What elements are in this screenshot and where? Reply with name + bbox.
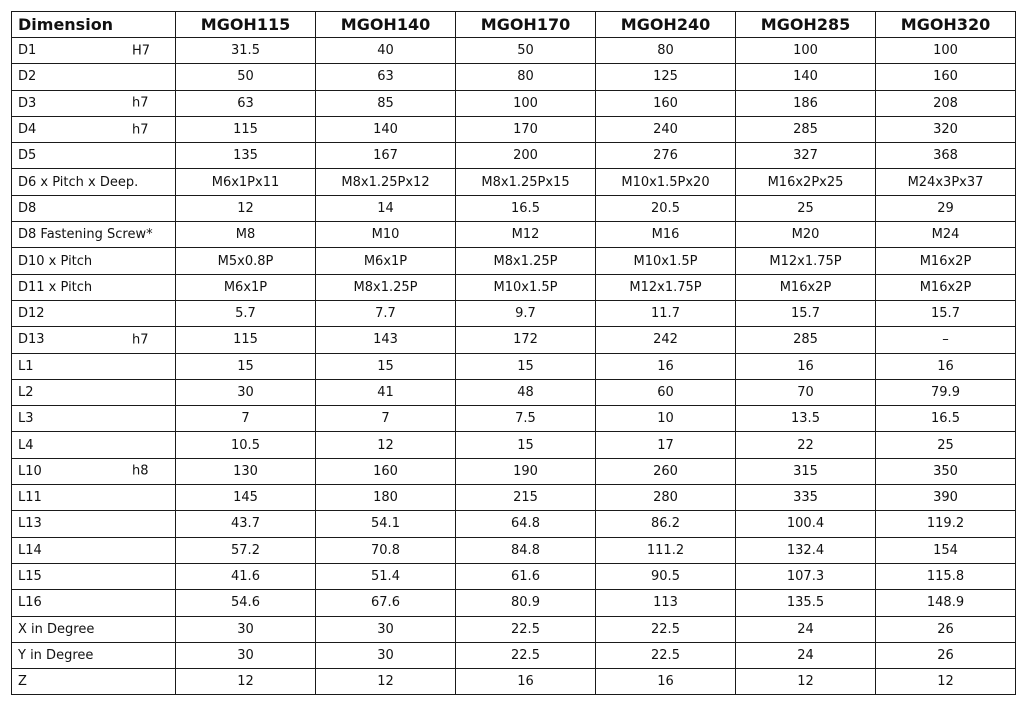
value-cell: – — [876, 327, 1016, 353]
dimension-cell — [12, 327, 176, 353]
dimension-cell — [12, 563, 176, 589]
value-cell: 24 — [736, 642, 876, 668]
table-row — [12, 64, 1016, 90]
dimension-cell — [12, 195, 176, 221]
tolerance-label: h7 — [132, 332, 149, 348]
value-cell: 12 — [736, 669, 876, 695]
value-cell: 172 — [456, 327, 596, 353]
value-cell: 22 — [736, 432, 876, 458]
value-cell: 327 — [736, 143, 876, 169]
value-cell: 15 — [456, 432, 596, 458]
value-cell: 31.5 — [176, 38, 316, 64]
table-body — [12, 38, 1016, 695]
value-cell: 25 — [736, 195, 876, 221]
dimension-cell — [12, 38, 176, 64]
dimension-label: D8 — [18, 200, 37, 216]
value-cell: M16 — [596, 222, 736, 248]
value-cell: 85 — [316, 90, 456, 116]
value-cell: 24 — [736, 616, 876, 642]
value-cell: 80.9 — [456, 590, 596, 616]
value-cell: 11.7 — [596, 300, 736, 326]
table-row — [12, 563, 1016, 589]
value-cell: 41 — [316, 379, 456, 405]
dimension-table-container — [11, 11, 1016, 695]
value-cell: 16 — [596, 353, 736, 379]
dimension-cell — [12, 379, 176, 405]
value-cell: 26 — [876, 616, 1016, 642]
column-header-model: MGOH285 — [736, 12, 876, 38]
value-cell: 84.8 — [456, 537, 596, 563]
dimension-cell — [12, 511, 176, 537]
value-cell: 7 — [176, 406, 316, 432]
value-cell: 16 — [456, 669, 596, 695]
value-cell: 135 — [176, 143, 316, 169]
value-cell: 16 — [736, 353, 876, 379]
value-cell: 14 — [316, 195, 456, 221]
value-cell: 100 — [876, 38, 1016, 64]
value-cell: M8x1.25P — [456, 248, 596, 274]
dimension-label: L13 — [18, 516, 42, 532]
value-cell: M10x1.5Px20 — [596, 169, 736, 195]
value-cell: 30 — [316, 642, 456, 668]
dimension-cell — [12, 274, 176, 300]
value-cell: 100 — [736, 38, 876, 64]
value-cell: 90.5 — [596, 563, 736, 589]
dimension-cell — [12, 669, 176, 695]
value-cell: 143 — [316, 327, 456, 353]
value-cell: 54.6 — [176, 590, 316, 616]
value-cell: 315 — [736, 458, 876, 484]
value-cell: 125 — [596, 64, 736, 90]
value-cell: M24x3Px37 — [876, 169, 1016, 195]
value-cell: 12 — [316, 669, 456, 695]
value-cell: M8x1.25Px15 — [456, 169, 596, 195]
value-cell: M10x1.5P — [596, 248, 736, 274]
value-cell: 368 — [876, 143, 1016, 169]
value-cell: 111.2 — [596, 537, 736, 563]
dimension-cell — [12, 116, 176, 142]
dimension-cell — [12, 537, 176, 563]
value-cell: 20.5 — [596, 195, 736, 221]
table-row — [12, 116, 1016, 142]
column-header-model: MGOH170 — [456, 12, 596, 38]
value-cell: 63 — [316, 64, 456, 90]
value-cell: 22.5 — [596, 616, 736, 642]
value-cell: M10x1.5P — [456, 274, 596, 300]
value-cell: M5x0.8P — [176, 248, 316, 274]
dimension-label: L2 — [18, 385, 34, 400]
value-cell: M8x1.25P — [316, 274, 456, 300]
dimension-cell — [12, 143, 176, 169]
dimension-cell — [12, 300, 176, 326]
value-cell: 113 — [596, 590, 736, 616]
dimension-label: D3 — [18, 95, 37, 111]
value-cell: 22.5 — [456, 642, 596, 668]
tolerance-label: h7 — [132, 95, 149, 111]
value-cell: 50 — [456, 38, 596, 64]
dimension-label: X in Degree — [18, 621, 95, 637]
value-cell: 320 — [876, 116, 1016, 142]
value-cell: 115 — [176, 116, 316, 142]
dimension-label: Y in Degree — [18, 647, 94, 663]
dimension-label: D4 — [18, 122, 37, 138]
dimension-label: D8 Fastening Screw* — [18, 227, 153, 243]
table-row — [12, 353, 1016, 379]
value-cell: 280 — [596, 485, 736, 511]
dimension-label: D12 — [18, 306, 45, 322]
value-cell: 15 — [176, 353, 316, 379]
value-cell: 167 — [316, 143, 456, 169]
value-cell: 15 — [456, 353, 596, 379]
value-cell: M12 — [456, 222, 596, 248]
value-cell: 15 — [316, 353, 456, 379]
value-cell: 9.7 — [456, 300, 596, 326]
table-row — [12, 222, 1016, 248]
table-row — [12, 458, 1016, 484]
dimension-cell — [12, 432, 176, 458]
table-row — [12, 432, 1016, 458]
dimension-label: D6 x Pitch x Deep. — [18, 174, 139, 190]
value-cell: 276 — [596, 143, 736, 169]
value-cell: 67.6 — [316, 590, 456, 616]
dimension-cell — [12, 485, 176, 511]
value-cell: M6x1P — [316, 248, 456, 274]
dimension-label: D2 — [18, 69, 37, 85]
value-cell: M16x2Px25 — [736, 169, 876, 195]
value-cell: 12 — [876, 669, 1016, 695]
value-cell: 61.6 — [456, 563, 596, 589]
value-cell: M12x1.75P — [596, 274, 736, 300]
value-cell: 7.5 — [456, 406, 596, 432]
value-cell: 29 — [876, 195, 1016, 221]
column-header-model: MGOH115 — [176, 12, 316, 38]
value-cell: 80 — [596, 38, 736, 64]
value-cell: 208 — [876, 90, 1016, 116]
dimension-label: Z — [18, 674, 27, 690]
value-cell: 154 — [876, 537, 1016, 563]
value-cell: 100 — [456, 90, 596, 116]
column-header-model: MGOH320 — [876, 12, 1016, 38]
value-cell: 115 — [176, 327, 316, 353]
value-cell: M8 — [176, 222, 316, 248]
table-row — [12, 669, 1016, 695]
value-cell: 7 — [316, 406, 456, 432]
value-cell: 148.9 — [876, 590, 1016, 616]
value-cell: 160 — [316, 458, 456, 484]
value-cell: 350 — [876, 458, 1016, 484]
dimension-label: L3 — [18, 411, 34, 427]
value-cell: M10 — [316, 222, 456, 248]
value-cell: 25 — [876, 432, 1016, 458]
value-cell: 17 — [596, 432, 736, 458]
table-row — [12, 300, 1016, 326]
value-cell: 190 — [456, 458, 596, 484]
table-row — [12, 248, 1016, 274]
value-cell: 140 — [316, 116, 456, 142]
value-cell: 12 — [316, 432, 456, 458]
table-row — [12, 642, 1016, 668]
value-cell: M8x1.25Px12 — [316, 169, 456, 195]
value-cell: 119.2 — [876, 511, 1016, 537]
dimension-label: L14 — [18, 542, 42, 558]
value-cell: 70 — [736, 379, 876, 405]
value-cell: 215 — [456, 485, 596, 511]
dimension-label: D13 — [18, 332, 45, 348]
value-cell: 285 — [736, 116, 876, 142]
dimension-cell — [12, 169, 176, 195]
value-cell: 260 — [596, 458, 736, 484]
column-header-model: MGOH140 — [316, 12, 456, 38]
value-cell: 30 — [176, 616, 316, 642]
value-cell: 30 — [176, 379, 316, 405]
value-cell: 335 — [736, 485, 876, 511]
value-cell: 5.7 — [176, 300, 316, 326]
value-cell: 80 — [456, 64, 596, 90]
value-cell: 145 — [176, 485, 316, 511]
dimension-label: D10 x Pitch — [18, 253, 93, 269]
table-row — [12, 379, 1016, 405]
table-row — [12, 274, 1016, 300]
tolerance-label: h8 — [132, 463, 149, 479]
value-cell: 54.1 — [316, 511, 456, 537]
value-cell: M16x2P — [876, 248, 1016, 274]
value-cell: 100.4 — [736, 511, 876, 537]
dimension-label: D5 — [18, 148, 37, 164]
value-cell: 40 — [316, 38, 456, 64]
dimension-label: L4 — [18, 437, 34, 453]
value-cell: 140 — [736, 64, 876, 90]
value-cell: 50 — [176, 64, 316, 90]
dimension-cell — [12, 90, 176, 116]
table-row — [12, 537, 1016, 563]
table-row — [12, 38, 1016, 64]
dimension-cell — [12, 616, 176, 642]
value-cell: 64.8 — [456, 511, 596, 537]
value-cell: 170 — [456, 116, 596, 142]
value-cell: 70.8 — [316, 537, 456, 563]
value-cell: 43.7 — [176, 511, 316, 537]
value-cell: 15.7 — [876, 300, 1016, 326]
value-cell: 390 — [876, 485, 1016, 511]
value-cell: M24 — [876, 222, 1016, 248]
value-cell: M6x1Px11 — [176, 169, 316, 195]
dimension-cell — [12, 458, 176, 484]
table-row — [12, 143, 1016, 169]
value-cell: 57.2 — [176, 537, 316, 563]
table-row — [12, 327, 1016, 353]
tolerance-label: h7 — [132, 122, 149, 138]
value-cell: 160 — [876, 64, 1016, 90]
value-cell: 30 — [316, 616, 456, 642]
value-cell: 26 — [876, 642, 1016, 668]
value-cell: 16.5 — [456, 195, 596, 221]
value-cell: M20 — [736, 222, 876, 248]
dimension-cell — [12, 406, 176, 432]
dimension-cell — [12, 590, 176, 616]
value-cell: 79.9 — [876, 379, 1016, 405]
value-cell: 285 — [736, 327, 876, 353]
value-cell: 7.7 — [316, 300, 456, 326]
value-cell: 51.4 — [316, 563, 456, 589]
column-header-dimension: Dimension — [12, 12, 176, 38]
dimension-label: L16 — [18, 595, 42, 611]
value-cell: M16x2P — [736, 274, 876, 300]
value-cell: 41.6 — [176, 563, 316, 589]
dimension-cell — [12, 353, 176, 379]
value-cell: 16.5 — [876, 406, 1016, 432]
table-row — [12, 485, 1016, 511]
value-cell: 15.7 — [736, 300, 876, 326]
value-cell: 107.3 — [736, 563, 876, 589]
value-cell: 10 — [596, 406, 736, 432]
dimension-cell — [12, 222, 176, 248]
value-cell: M6x1P — [176, 274, 316, 300]
table-row — [12, 511, 1016, 537]
dimension-label: L11 — [18, 490, 42, 506]
value-cell: 13.5 — [736, 406, 876, 432]
dimension-label: D11 x Pitch — [18, 279, 93, 295]
table-row — [12, 406, 1016, 432]
value-cell: 12 — [176, 669, 316, 695]
value-cell: 200 — [456, 143, 596, 169]
value-cell: 22.5 — [456, 616, 596, 642]
header-row — [12, 12, 1016, 38]
dimension-label: L15 — [18, 569, 42, 585]
column-header-model: MGOH240 — [596, 12, 736, 38]
table-row — [12, 195, 1016, 221]
value-cell: 63 — [176, 90, 316, 116]
dimension-table — [11, 11, 1016, 695]
value-cell: 115.8 — [876, 563, 1016, 589]
value-cell: 16 — [876, 353, 1016, 379]
dimension-label: L10 — [18, 463, 42, 479]
value-cell: 240 — [596, 116, 736, 142]
value-cell: 135.5 — [736, 590, 876, 616]
value-cell: 86.2 — [596, 511, 736, 537]
tolerance-label: H7 — [132, 43, 151, 59]
value-cell: 12 — [176, 195, 316, 221]
dimension-label: L1 — [18, 358, 34, 374]
value-cell: 130 — [176, 458, 316, 484]
value-cell: 30 — [176, 642, 316, 668]
value-cell: 180 — [316, 485, 456, 511]
value-cell: 242 — [596, 327, 736, 353]
dimension-cell — [12, 64, 176, 90]
value-cell: 60 — [596, 379, 736, 405]
table-row — [12, 590, 1016, 616]
value-cell: 22.5 — [596, 642, 736, 668]
value-cell: 186 — [736, 90, 876, 116]
table-row — [12, 616, 1016, 642]
table-row — [12, 169, 1016, 195]
value-cell: 132.4 — [736, 537, 876, 563]
dimension-cell — [12, 642, 176, 668]
value-cell: M16x2P — [876, 274, 1016, 300]
value-cell: 16 — [596, 669, 736, 695]
value-cell: M12x1.75P — [736, 248, 876, 274]
value-cell: 160 — [596, 90, 736, 116]
value-cell: 48 — [456, 379, 596, 405]
table-row — [12, 90, 1016, 116]
dimension-cell — [12, 248, 176, 274]
dimension-label: D1 — [18, 43, 37, 59]
value-cell: 10.5 — [176, 432, 316, 458]
